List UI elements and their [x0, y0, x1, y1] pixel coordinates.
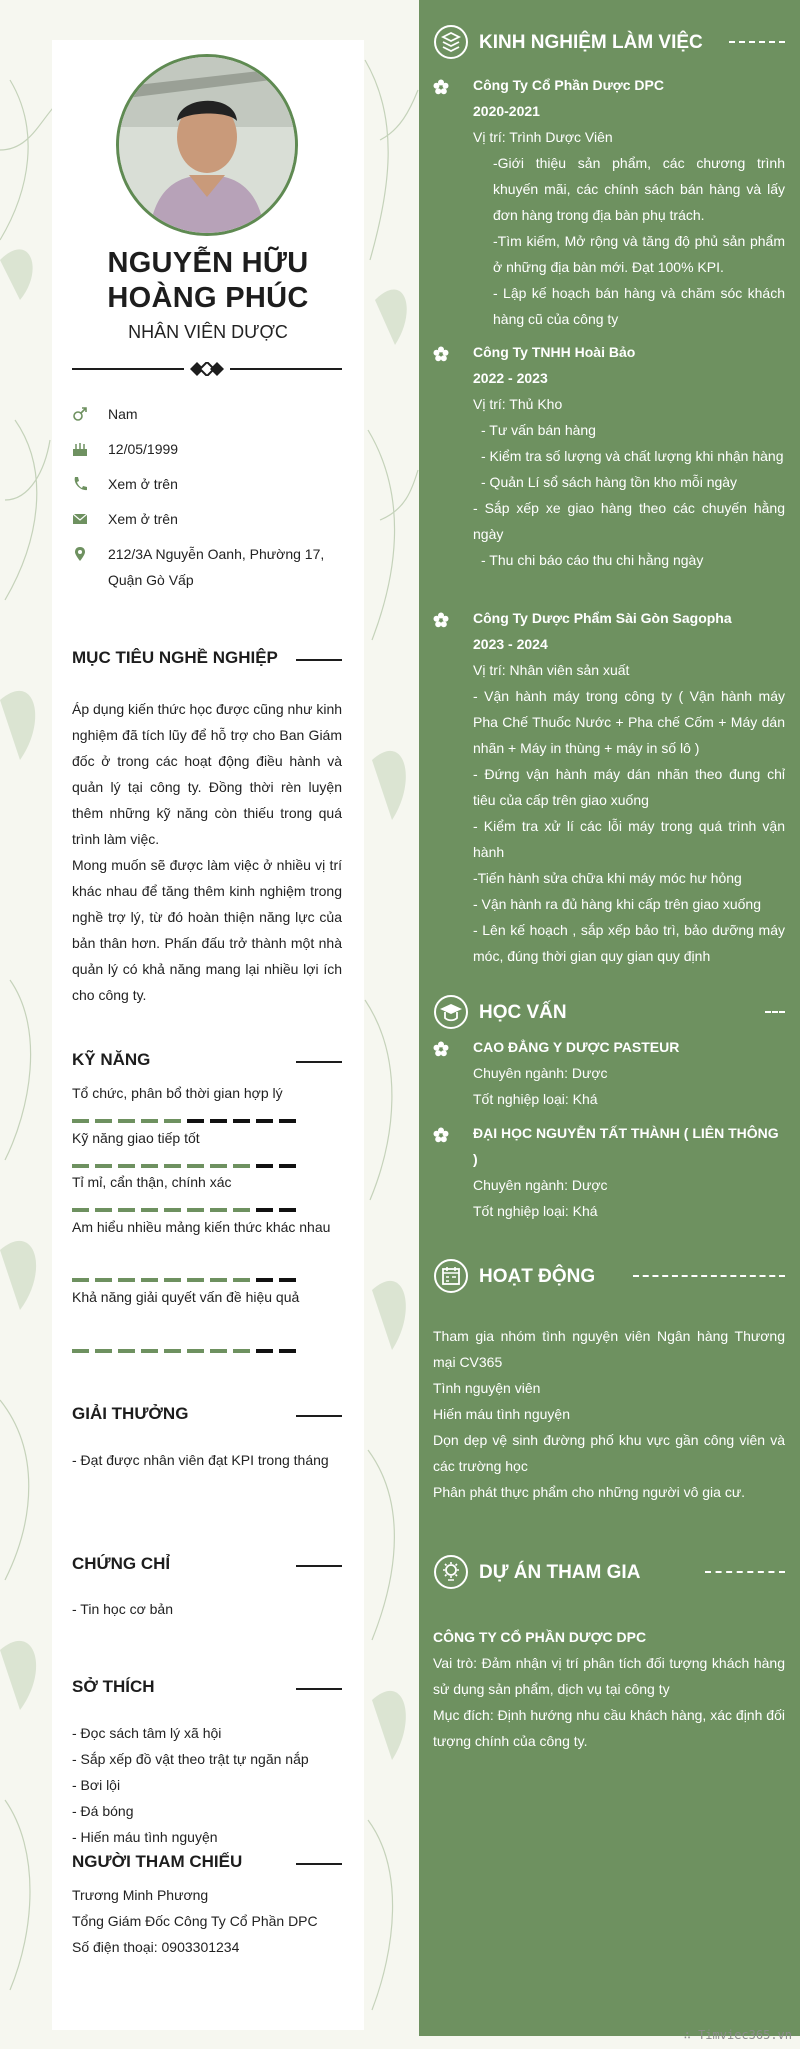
job-detail: Vị trí: Nhân viên sản xuất — [473, 662, 630, 678]
gender-value: Nam — [108, 406, 138, 422]
skill-segment — [95, 1164, 112, 1168]
skill-segment — [95, 1349, 112, 1353]
contact-gender — [72, 401, 342, 427]
certificates-list — [72, 1596, 342, 1622]
education-detail: Chuyên ngành: Dược — [473, 1065, 608, 1081]
skill-segment — [187, 1278, 204, 1282]
skill-segment — [164, 1278, 181, 1282]
job-entry — [433, 605, 785, 965]
list-item: - Bơi lội — [72, 1777, 121, 1793]
skill-segment — [187, 1164, 204, 1168]
skill-name: Tỉ mỉ, cẩn thận, chính xác — [72, 1174, 232, 1190]
school-name: CAO ĐẲNG Y DƯỢC PASTEUR — [473, 1039, 680, 1055]
skill-segment — [118, 1349, 135, 1353]
list-item: Tình nguyện viên — [433, 1380, 541, 1396]
reference-position: Tổng Giám Đốc Công Ty Cổ Phần DPC — [72, 1913, 318, 1929]
skill-segment — [95, 1119, 112, 1123]
email-value: Xem ở trên — [108, 511, 178, 527]
job-detail: - Kiểm tra số lượng và chất lượng khi nhận hàng — [481, 448, 784, 464]
job-detail: - Sắp xếp xe giao hàng theo các chuyến hằng ngày — [473, 500, 785, 542]
list-item: Tham gia nhóm tình nguyện viên Ngân hàng Thương mại CV365 — [433, 1328, 785, 1370]
skill-segment — [72, 1119, 89, 1123]
skill-segment — [210, 1278, 227, 1282]
awards-heading: GIẢI THƯỞNG — [72, 1404, 342, 1428]
job-detail: Vị trí: Trình Dược Viên — [473, 129, 613, 145]
activities-list — [433, 1323, 785, 1505]
flower-bullet-icon — [433, 346, 449, 362]
briefcase-stack-icon — [433, 24, 469, 60]
skill-segment — [233, 1164, 250, 1168]
location-pin-icon — [72, 546, 88, 562]
skill-segment — [164, 1208, 181, 1212]
skill-segment — [141, 1164, 158, 1168]
job-detail: - Vận hành máy trong công ty ( Vận hành máy Pha Chế Thuốc Nước + Pha chế Cốm + Máy dán nhãn + Máy in thùng + máy in số lô ) — [473, 688, 785, 756]
flower-bullet-icon — [433, 1041, 449, 1057]
education-detail: Tốt nghiệp loại: Khá — [473, 1091, 598, 1107]
skill-segment — [141, 1119, 158, 1123]
contact-email — [72, 506, 342, 532]
skill-segment — [164, 1349, 181, 1353]
objective-paragraph-2: Mong muốn sẽ được làm việc ở nhiều vị trí khác nhau để tăng thêm kinh nghiệm trong nghề trợ lý, từ đó hoàn thiện năng lực của bản thân hơn. Phấn đấu trở thành một nhà quản lý có khả năng mang lại nhiều lợi ích cho công ty. — [72, 857, 342, 1003]
education-detail: Chuyên ngành: Dược — [473, 1177, 608, 1193]
birthday-cake-icon — [72, 441, 88, 457]
objective-paragraph-1: Áp dụng kiến thức học được cũng như kinh nghiệm đã tích lũy để hỗ trợ cho Ban Giám đốc ở trong các hoạt động điều hành và quản lý tại công ty. Đồng thời rèn luyện thêm những kỹ năng còn thiếu trong quá trình làm việc. — [72, 701, 343, 847]
name-line-2: HOÀNG PHÚC — [107, 282, 309, 314]
skill-segment — [72, 1164, 89, 1168]
contact-birthday — [72, 436, 342, 462]
hobbies-heading: SỞ THÍCH — [72, 1677, 342, 1701]
skill-segment — [279, 1349, 296, 1353]
references-list — [72, 1882, 342, 1960]
reference-phone: Số điện thoại: 0903301234 — [72, 1939, 240, 1955]
education-detail: Tốt nghiệp loại: Khá — [473, 1203, 598, 1219]
skill-segment — [118, 1278, 135, 1282]
skill-segment — [141, 1278, 158, 1282]
skill-segment — [279, 1164, 296, 1168]
activities-heading: HOẠT ĐỘNG — [433, 1258, 785, 1294]
project-gear-icon — [433, 1554, 469, 1590]
skill-bar — [72, 1164, 294, 1168]
skill-segment — [164, 1119, 181, 1123]
right-column — [419, 0, 800, 2036]
name-line-1: NGUYỄN HỮU — [107, 247, 309, 279]
skill-segment — [233, 1349, 250, 1353]
skill-segment — [95, 1278, 112, 1282]
job-detail: -Tiến hành sửa chữa khi máy móc hư hỏng — [473, 870, 742, 886]
skill-segment — [279, 1119, 296, 1123]
skill-segment — [256, 1208, 273, 1212]
objective-text — [72, 696, 342, 1008]
avatar — [116, 54, 298, 236]
skill-segment — [118, 1119, 135, 1123]
reference-name: Trương Minh Phương — [72, 1887, 209, 1903]
skill-segment — [187, 1349, 204, 1353]
skill-segment — [210, 1349, 227, 1353]
job-entry — [433, 72, 785, 334]
skill-bar — [72, 1208, 294, 1212]
flower-bullet-icon — [433, 612, 449, 628]
list-item: - Đạt được nhân viên đạt KPI trong tháng — [72, 1452, 329, 1468]
list-item: Dọn dẹp vệ sinh đường phố khu vực gần công viên và các trường học — [433, 1432, 785, 1474]
skill-segment — [279, 1208, 296, 1212]
certificates-heading: CHỨNG CHỈ — [72, 1554, 342, 1578]
list-item: - Hiến máu tình nguyện — [72, 1829, 218, 1845]
job-title: NHÂN VIÊN DƯỢC — [128, 322, 288, 342]
education-entry — [433, 1034, 785, 1114]
skill-name: Kỹ năng giao tiếp tốt — [72, 1130, 200, 1146]
list-item: - Đọc sách tâm lý xã hội — [72, 1725, 222, 1741]
skill-bar — [72, 1119, 294, 1123]
skill-bar — [72, 1278, 294, 1282]
skill-bar — [72, 1349, 294, 1353]
job-detail: - Tư vấn bán hàng — [481, 422, 596, 438]
list-item: Phân phát thực phẩm cho những người vô gia cư. — [433, 1484, 746, 1500]
skill-segment — [279, 1278, 296, 1282]
birthday-value: 12/05/1999 — [108, 441, 179, 457]
skill-segment — [118, 1164, 135, 1168]
skill-segment — [72, 1349, 89, 1353]
education-entry — [433, 1120, 785, 1219]
company-name: Công Ty Cổ Phần Dược DPC — [473, 77, 664, 93]
education-heading: HỌC VẤN — [433, 994, 785, 1030]
flower-bullet-icon — [433, 1127, 449, 1143]
job-detail: - Đứng vận hành máy dán nhãn theo đung chỉ tiêu của cấp trên giao xuống — [473, 766, 785, 808]
job-entry — [433, 339, 785, 569]
diamond-divider-icon — [72, 362, 342, 376]
job-detail: - Vận hành ra đủ hàng khi cấp trên giao xuống — [473, 896, 761, 912]
skill-segment — [141, 1208, 158, 1212]
job-detail: - Lên kế hoạch , sắp xếp bảo trì, bảo dưỡng máy móc, đúng thời gian quy gian quy định — [473, 922, 785, 964]
skill-segment — [210, 1164, 227, 1168]
job-period: 2020-2021 — [473, 103, 540, 119]
skill-segment — [256, 1164, 273, 1168]
gender-icon — [72, 406, 88, 422]
job-detail: - Thu chi báo cáo thu chi hằng ngày — [481, 552, 704, 568]
flower-bullet-icon — [433, 79, 449, 95]
job-detail: - Kiểm tra xử lí các lỗi máy trong quá trình vận hành — [473, 818, 785, 860]
candidate-name — [52, 246, 364, 316]
profile-photo — [119, 57, 295, 233]
project-company: CÔNG TY CỔ PHẦN DƯỢC DPC — [433, 1629, 647, 1645]
references-heading: NGƯỜI THAM CHIẾU — [72, 1852, 342, 1876]
job-period: 2023 - 2024 — [473, 636, 548, 652]
skill-segment — [187, 1119, 204, 1123]
experience-heading: KINH NGHIỆM LÀM VIỆC — [433, 24, 785, 60]
school-name: ĐẠI HỌC NGUYỄN TẤT THÀNH ( LIÊN THÔNG ) — [473, 1125, 779, 1167]
contact-address — [72, 541, 342, 593]
job-detail: -Giới thiệu sản phẩm, các chương trình khuyến mãi, các chính sách bán hàng và lấy đơn hàng trong địa bàn phụ trách. — [493, 155, 785, 223]
project-role: Vai trò: Đảm nhận vị trí phân tích đối tượng khách hàng sử dụng sản phẩm, dịch vụ tại công ty — [433, 1655, 785, 1697]
project-entry — [433, 1624, 785, 1754]
skill-name: Am hiểu nhiều mảng kiến thức khác nhau — [72, 1219, 331, 1235]
hobbies-list — [72, 1720, 342, 1850]
objective-heading: MỤC TIÊU NGHỀ NGHIỆP — [72, 648, 342, 672]
skill-segment — [118, 1208, 135, 1212]
skill-segment — [256, 1278, 273, 1282]
skill-segment — [233, 1278, 250, 1282]
skill-segment — [256, 1349, 273, 1353]
activity-calendar-icon — [433, 1258, 469, 1294]
list-item: - Sắp xếp đồ vật theo trật tự ngăn nắp — [72, 1751, 309, 1767]
skill-segment — [72, 1278, 89, 1282]
skill-segment — [210, 1119, 227, 1123]
skill-name: Khả năng giải quyết vấn đề hiệu quả — [72, 1289, 300, 1305]
skill-segment — [141, 1349, 158, 1353]
skill-segment — [233, 1119, 250, 1123]
skill-segment — [164, 1164, 181, 1168]
job-detail: -Tìm kiếm, Mở rộng và tăng độ phủ sản phẩm ở những địa bàn mới. Đạt 100% KPI. — [493, 233, 785, 275]
skill-segment — [210, 1208, 227, 1212]
list-item: Hiến máu tình nguyện — [433, 1406, 570, 1422]
skill-segment — [95, 1208, 112, 1212]
phone-value: Xem ở trên — [108, 476, 178, 492]
list-item: - Tin học cơ bản — [72, 1601, 174, 1617]
awards-list — [72, 1447, 342, 1473]
skill-name: Tổ chức, phân bổ thời gian hợp lý — [72, 1085, 283, 1101]
phone-icon — [72, 476, 88, 492]
graduation-cap-icon — [433, 994, 469, 1030]
company-name: Công Ty TNHH Hoài Bảo — [473, 344, 636, 360]
project-purpose: Mục đích: Định hướng nhu cầu khách hàng, xác định đối tượng chính của công ty. — [433, 1707, 785, 1749]
skill-segment — [187, 1208, 204, 1212]
job-period: 2022 - 2023 — [473, 370, 548, 386]
contact-phone — [72, 471, 342, 497]
company-name: Công Ty Dược Phẩm Sài Gòn Sagopha — [473, 610, 732, 626]
watermark-footer: ∴ Timviec365.vn — [683, 2028, 792, 2042]
address-value: 212/3A Nguyễn Oanh, Phường 17, Quận Gò Vấp — [108, 546, 325, 588]
skill-segment — [233, 1208, 250, 1212]
job-detail: - Quản Lí sổ sách hàng tồn kho mỗi ngày — [481, 474, 738, 490]
email-icon — [72, 511, 88, 527]
skill-segment — [256, 1119, 273, 1123]
skill-segment — [72, 1208, 89, 1212]
projects-heading: DỰ ÁN THAM GIA — [433, 1554, 785, 1590]
skills-heading: KỸ NĂNG — [72, 1050, 342, 1074]
job-detail: Vị trí: Thủ Kho — [473, 396, 563, 412]
job-detail: - Lập kế hoạch bán hàng và chăm sóc khách hàng cũ của công ty — [493, 285, 785, 327]
list-item: - Đá bóng — [72, 1803, 134, 1819]
left-column — [52, 40, 364, 2030]
